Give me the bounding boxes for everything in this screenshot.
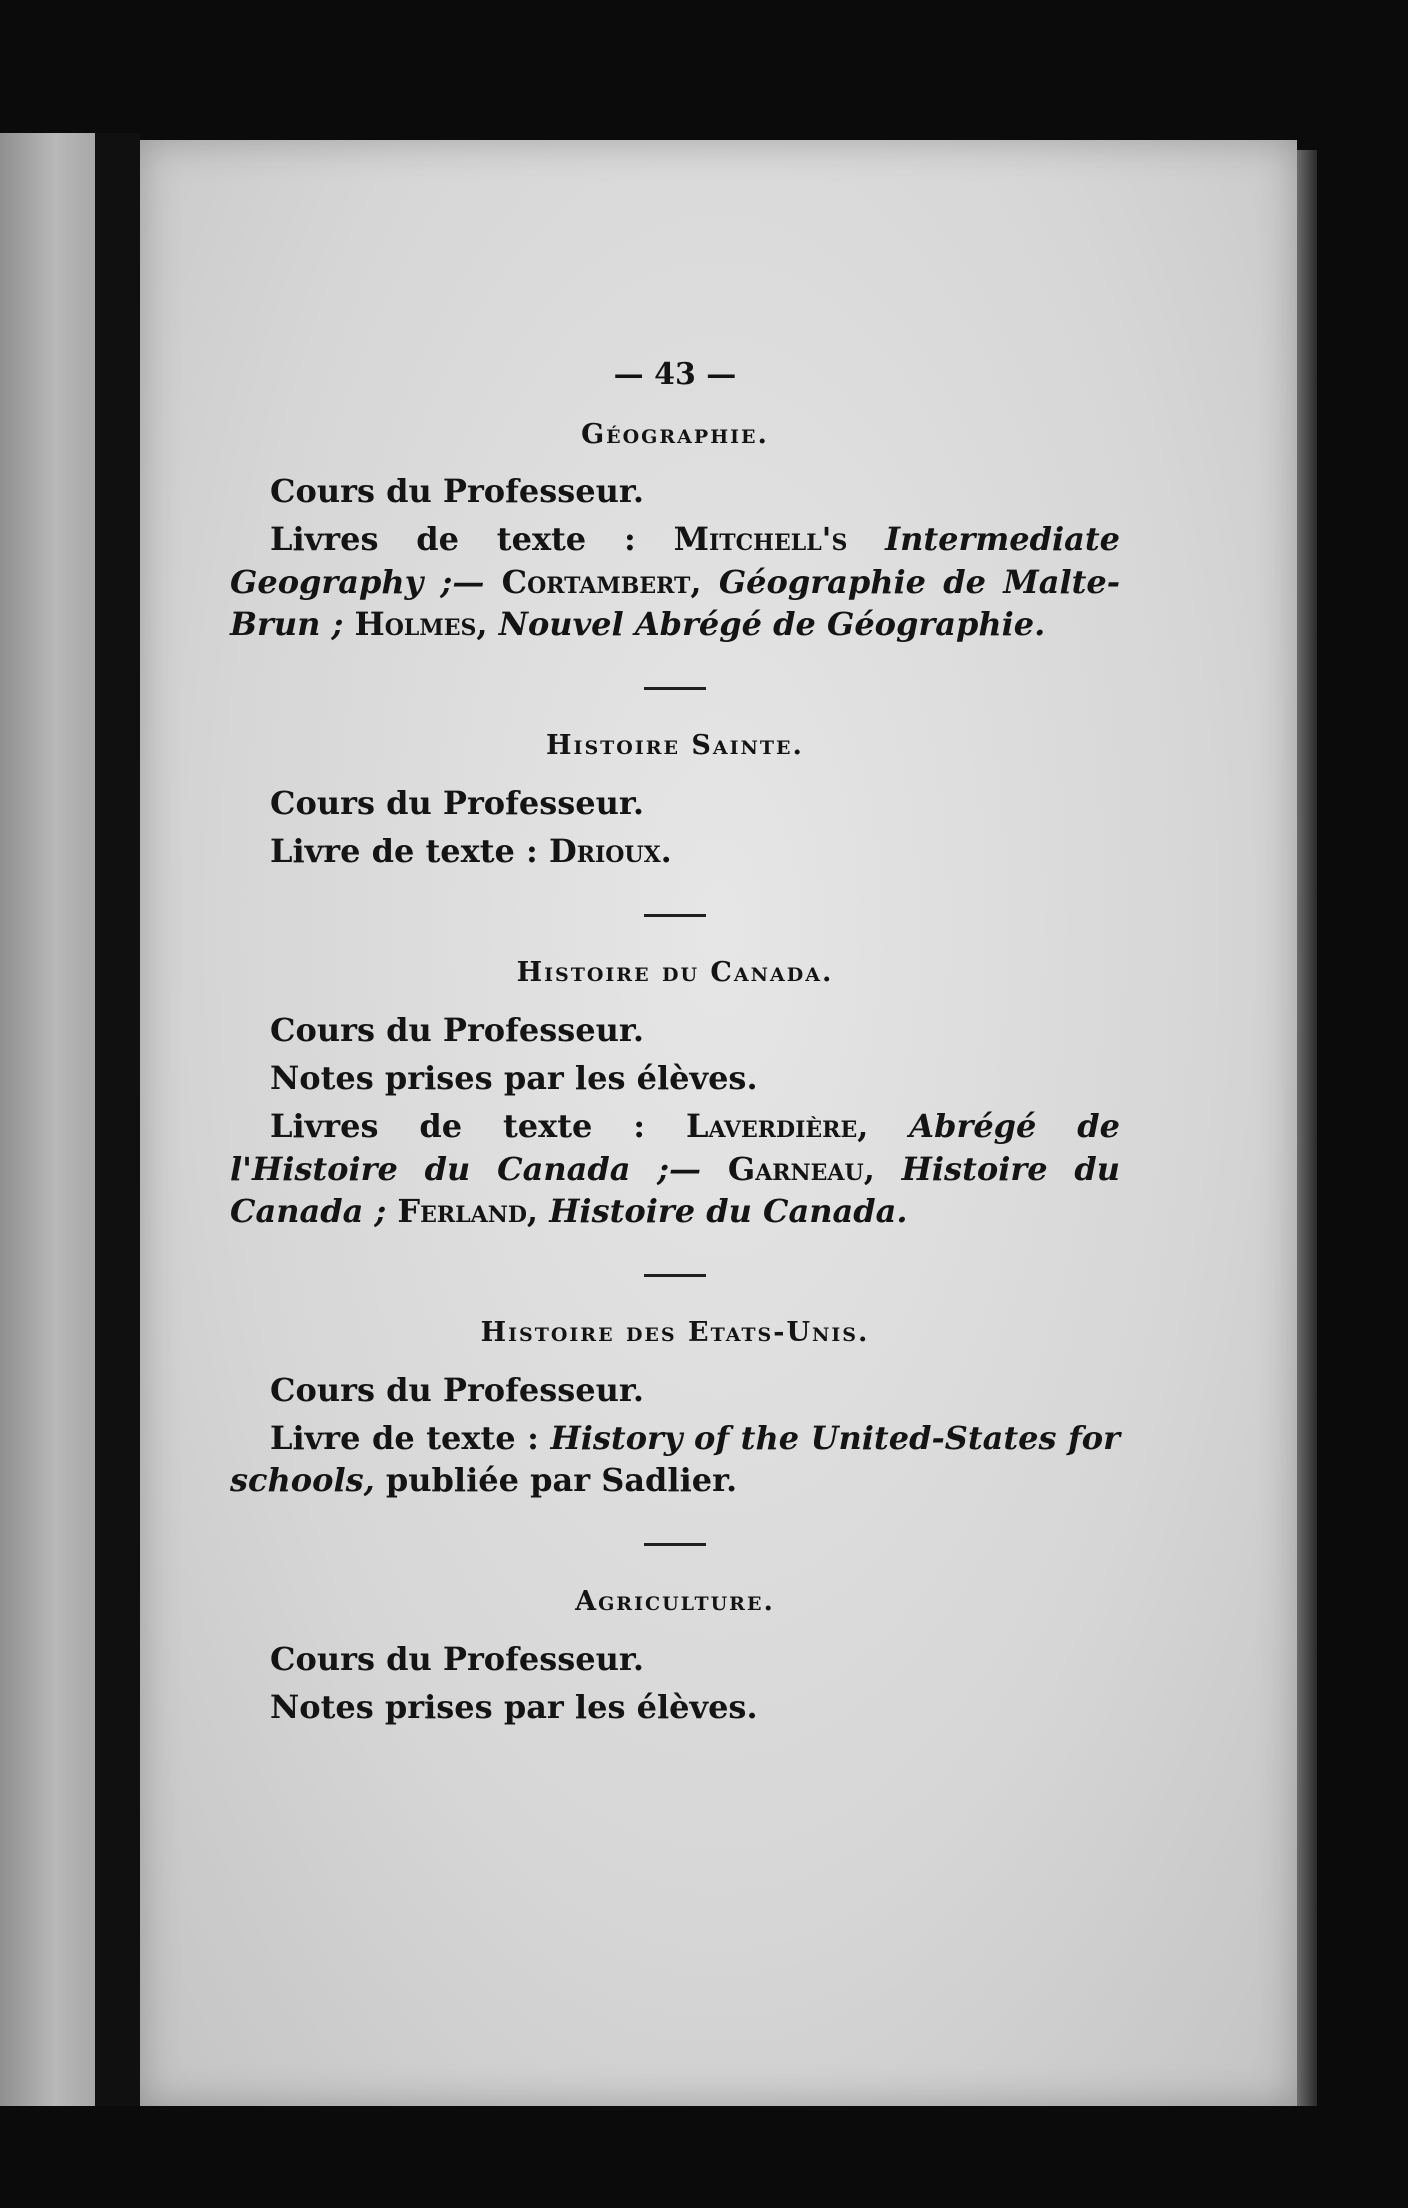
section-divider <box>644 1274 706 1277</box>
book-binding <box>95 133 140 2106</box>
textbook-author: Mitchell's <box>673 520 848 559</box>
notes-line: Notes prises par les élèves. <box>270 1688 758 1727</box>
section-agriculture <box>230 1584 1120 1728</box>
textbook-title: Histoire du Canada ; <box>230 1149 1121 1230</box>
textbook-author: Laverdière, <box>685 1107 869 1146</box>
textbook-publisher: publiée par Sadlier. <box>385 1461 738 1500</box>
textbook-author: Garneau, <box>727 1149 875 1188</box>
section-geographie <box>230 417 1120 646</box>
section-heading: Agriculture. <box>575 1586 775 1618</box>
textbooks-label: Livres de texte : <box>270 1107 646 1146</box>
section-heading: Histoire du Canada. <box>516 957 834 989</box>
section-divider <box>644 687 706 690</box>
section-histoire-sainte <box>230 728 1120 872</box>
textbook-author: Ferland, <box>397 1191 539 1230</box>
textbook-title: Intermediate Geography ;— <box>230 520 1121 601</box>
course-line: Cours du Professeur. <box>270 1640 644 1678</box>
section-histoire-du-canada <box>230 955 1120 1232</box>
course-line: Cours du Professeur. <box>270 783 644 822</box>
course-line: Cours du Professeur. <box>270 472 644 511</box>
textbook-title: Nouvel Abrégé de Géographie. <box>498 604 1046 643</box>
textbook-author: Holmes, <box>354 604 488 643</box>
section-histoire-des-etats-unis <box>230 1315 1120 1501</box>
section-heading: Géographie. <box>581 418 769 450</box>
textbooks-paragraph <box>230 518 1120 645</box>
textbooks-paragraph <box>230 1105 1120 1232</box>
section-divider <box>644 1543 706 1546</box>
course-line: Cours du Professeur. <box>270 1370 644 1409</box>
textbook-title: Histoire du Canada. <box>549 1191 908 1230</box>
page-number: — 43 — <box>613 357 737 392</box>
textbooks-label: Livres de texte : <box>270 520 636 559</box>
textbook-line <box>270 830 1120 872</box>
textbook-author: Drioux. <box>548 832 672 871</box>
textbook-paragraph <box>230 1417 1120 1501</box>
textbook-author: Cortambert, <box>501 562 702 601</box>
textbook-label: Livre de texte : <box>270 832 538 871</box>
textbook-title: History of the United-States for schools, <box>230 1418 1120 1500</box>
notes-line: Notes prises par les élèves. <box>270 1059 758 1098</box>
textbook-label: Livre de texte : <box>270 1418 539 1457</box>
course-line: Cours du Professeur. <box>270 1010 644 1049</box>
textbook-title: Géographie de Malte-Brun ; <box>230 562 1121 643</box>
page-edge-shadow <box>1297 150 1317 2106</box>
facing-page-edge <box>0 133 100 2106</box>
page-content <box>230 355 1120 1734</box>
section-divider <box>644 914 706 917</box>
section-heading: Histoire Sainte. <box>546 730 804 762</box>
section-heading: Histoire des Etats-Unis. <box>480 1317 870 1349</box>
textbook-title: Abrégé de l'Histoire du Canada ;— <box>230 1107 1121 1188</box>
